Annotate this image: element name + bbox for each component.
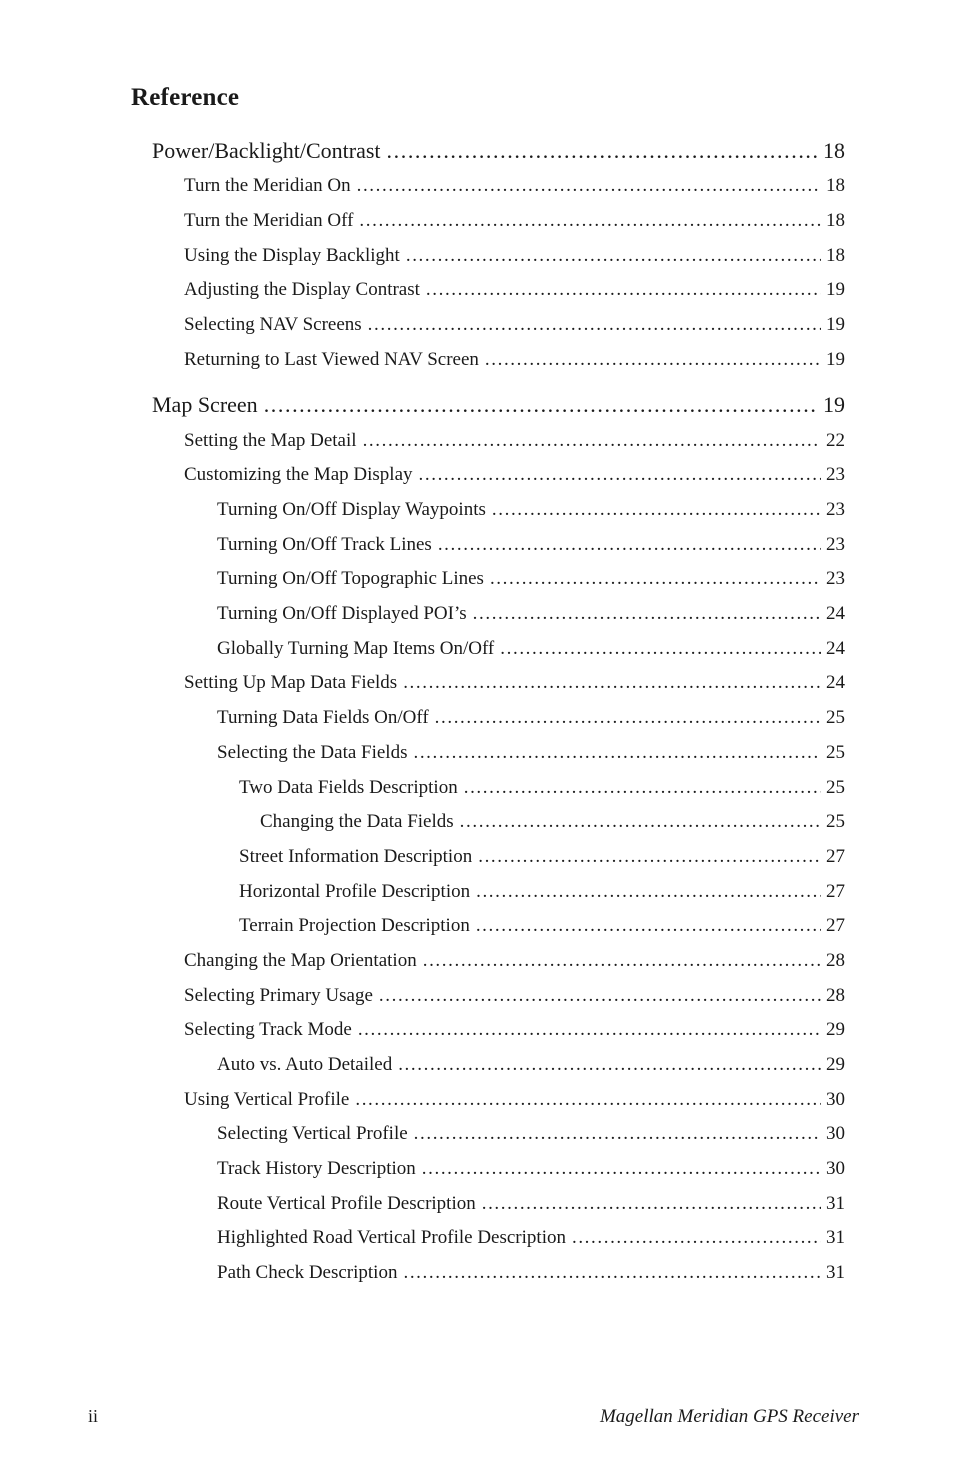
toc-entry-page-number: 19 xyxy=(826,314,845,335)
toc-entry[interactable] xyxy=(217,739,845,767)
toc-entry-page-number: 25 xyxy=(826,707,845,728)
toc-entry-title: Street Information Description xyxy=(239,846,473,867)
toc-entry-page-number: 18 xyxy=(826,175,845,196)
dot-leader xyxy=(500,635,821,663)
toc-entry-title: Turn the Meridian On xyxy=(184,175,351,196)
toc-entry[interactable] xyxy=(217,565,845,593)
toc-entry[interactable] xyxy=(217,1155,845,1183)
toc-entry-page-number: 25 xyxy=(826,742,845,763)
footer-page-number: ii xyxy=(88,1406,99,1426)
toc-entry-title: Customizing the Map Display xyxy=(184,464,413,485)
toc-entry-page-number: 29 xyxy=(826,1019,845,1040)
toc-entry[interactable] xyxy=(184,311,845,339)
toc-entry-title: Adjusting the Display Contrast xyxy=(184,279,420,300)
dot-leader xyxy=(403,1259,821,1287)
toc-entry-title: Turning On/Off Track Lines xyxy=(217,534,432,555)
toc-entry-page-number: 30 xyxy=(826,1158,845,1179)
toc-entry-title: Selecting Track Mode xyxy=(184,1019,352,1040)
toc-entry[interactable] xyxy=(184,427,845,455)
toc-entry-title: Changing the Map Orientation xyxy=(184,950,417,971)
toc-entry-page-number: 23 xyxy=(826,568,845,589)
dot-leader xyxy=(387,136,818,166)
dot-leader xyxy=(485,346,821,374)
toc-entry[interactable] xyxy=(217,1120,845,1148)
toc-entry[interactable] xyxy=(239,774,845,802)
toc-entry-title: Turning On/Off Topographic Lines xyxy=(217,568,484,589)
toc-entry-title: Globally Turning Map Items On/Off xyxy=(217,638,495,659)
toc-entry-page-number: 31 xyxy=(826,1193,845,1214)
dot-leader xyxy=(406,242,821,270)
toc-entry-title: Turning On/Off Displayed POI’s xyxy=(217,603,467,624)
toc-entry[interactable] xyxy=(217,531,845,559)
dot-leader xyxy=(363,427,821,455)
toc-entry[interactable] xyxy=(239,912,845,940)
toc-entry[interactable] xyxy=(184,276,845,304)
toc-entry-page-number: 31 xyxy=(826,1262,845,1283)
toc-entry[interactable] xyxy=(184,346,845,374)
toc-entry[interactable] xyxy=(152,136,845,166)
toc-entry[interactable] xyxy=(184,982,845,1010)
toc-entry-page-number: 25 xyxy=(826,777,845,798)
toc-entry-page-number: 23 xyxy=(826,464,845,485)
toc-entry-page-number: 22 xyxy=(826,430,845,451)
dot-leader xyxy=(476,878,821,906)
toc-entry[interactable] xyxy=(217,496,845,524)
toc-entry[interactable] xyxy=(184,461,845,489)
toc-entry-title: Auto vs. Auto Detailed xyxy=(217,1054,393,1075)
toc-entry-page-number: 19 xyxy=(826,349,845,370)
dot-leader xyxy=(473,600,821,628)
dot-leader xyxy=(476,912,821,940)
dot-leader xyxy=(264,390,818,420)
toc-entry-page-number: 23 xyxy=(826,499,845,520)
toc-entry-title: Path Check Description xyxy=(217,1262,398,1283)
toc-entry[interactable] xyxy=(217,1051,845,1079)
toc-entry-title: Selecting NAV Screens xyxy=(184,314,362,335)
toc-entry-title: Selecting the Data Fields xyxy=(217,742,408,763)
toc-entry-page-number: 27 xyxy=(826,846,845,867)
dot-leader xyxy=(492,496,821,524)
section-heading: Reference xyxy=(131,84,240,111)
dot-leader xyxy=(413,739,821,767)
dot-leader xyxy=(422,1155,821,1183)
dot-leader xyxy=(482,1190,821,1218)
toc-entry-page-number: 23 xyxy=(826,534,845,555)
toc-entry[interactable] xyxy=(239,878,845,906)
dot-leader xyxy=(438,531,821,559)
toc-entry[interactable] xyxy=(184,669,845,697)
toc-entry[interactable] xyxy=(239,843,845,871)
toc-entry-title: Selecting Primary Usage xyxy=(184,985,373,1006)
toc-entry[interactable] xyxy=(217,1190,845,1218)
toc-entry[interactable] xyxy=(152,390,845,420)
toc-entry[interactable] xyxy=(184,947,845,975)
dot-leader xyxy=(414,1120,821,1148)
toc-entry-page-number: 28 xyxy=(826,985,845,1006)
toc-entry-page-number: 19 xyxy=(823,392,845,417)
toc-entry-title: Turn the Meridian Off xyxy=(184,210,354,231)
footer-book-title: Magellan Meridian GPS Receiver xyxy=(599,1406,859,1427)
dot-leader xyxy=(423,947,821,975)
toc-entry-page-number: 30 xyxy=(826,1123,845,1144)
toc-entry-title: Selecting Vertical Profile xyxy=(217,1123,408,1144)
toc-entry[interactable] xyxy=(217,635,845,663)
toc-entry-title: Turning Data Fields On/Off xyxy=(217,707,429,728)
dot-leader xyxy=(403,669,821,697)
toc-entry-page-number: 24 xyxy=(826,638,845,659)
toc-entry-title: Changing the Data Fields xyxy=(260,811,454,832)
dot-leader xyxy=(490,565,821,593)
dot-leader xyxy=(572,1224,821,1252)
toc-entry-title: Turning On/Off Display Waypoints xyxy=(217,499,486,520)
toc-entry-title: Map Screen xyxy=(152,392,258,417)
toc-entry-title: Highlighted Road Vertical Profile Description xyxy=(217,1227,566,1248)
toc-entry-page-number: 24 xyxy=(826,603,845,624)
toc-entry[interactable] xyxy=(217,1259,845,1287)
toc-entry[interactable] xyxy=(184,207,845,235)
dot-leader xyxy=(419,461,821,489)
toc-entry-page-number: 27 xyxy=(826,915,845,936)
toc-entry-page-number: 18 xyxy=(823,138,845,163)
toc-entry-page-number: 18 xyxy=(826,245,845,266)
toc-entry-title: Terrain Projection Description xyxy=(239,915,470,936)
toc-entry[interactable] xyxy=(260,808,845,836)
dot-leader xyxy=(460,808,821,836)
toc-entry[interactable] xyxy=(184,1016,845,1044)
toc-entry-title: Using Vertical Profile xyxy=(184,1089,350,1110)
dot-leader xyxy=(359,207,821,235)
dot-leader xyxy=(357,172,821,200)
toc-entry-page-number: 30 xyxy=(826,1089,845,1110)
dot-leader xyxy=(398,1051,821,1079)
dot-leader xyxy=(368,311,821,339)
toc-entry-title: Track History Description xyxy=(217,1158,416,1179)
toc-entry-title: Setting Up Map Data Fields xyxy=(184,672,398,693)
dot-leader xyxy=(464,774,821,802)
dot-leader xyxy=(358,1016,821,1044)
dot-leader xyxy=(435,704,821,732)
toc-entry-page-number: 29 xyxy=(826,1054,845,1075)
toc-entry-page-number: 24 xyxy=(826,672,845,693)
toc-entry[interactable] xyxy=(217,704,845,732)
toc-entry[interactable] xyxy=(217,1224,845,1252)
toc-entry-title: Using the Display Backlight xyxy=(184,245,400,266)
toc-entry-page-number: 18 xyxy=(826,210,845,231)
toc-entry-page-number: 31 xyxy=(826,1227,845,1248)
dot-leader xyxy=(478,843,821,871)
toc-entry-page-number: 19 xyxy=(826,279,845,300)
toc-entry[interactable] xyxy=(184,172,845,200)
toc-entry[interactable] xyxy=(184,1086,845,1114)
toc-entry-title: Two Data Fields Description xyxy=(239,777,458,798)
toc-entry-title: Returning to Last Viewed NAV Screen xyxy=(184,349,479,370)
toc-entry-page-number: 25 xyxy=(826,811,845,832)
toc-entry-title: Power/Backlight/Contrast xyxy=(152,138,381,163)
toc-entry-title: Setting the Map Detail xyxy=(184,430,357,451)
toc-entry-page-number: 28 xyxy=(826,950,845,971)
dot-leader xyxy=(355,1086,821,1114)
toc-entry-title: Route Vertical Profile Description xyxy=(217,1193,476,1214)
toc-entry[interactable] xyxy=(184,242,845,270)
toc-entry[interactable] xyxy=(217,600,845,628)
dot-leader xyxy=(379,982,821,1010)
toc-entry-title: Horizontal Profile Description xyxy=(239,881,471,902)
toc-entry-page-number: 27 xyxy=(826,881,845,902)
dot-leader xyxy=(426,276,821,304)
